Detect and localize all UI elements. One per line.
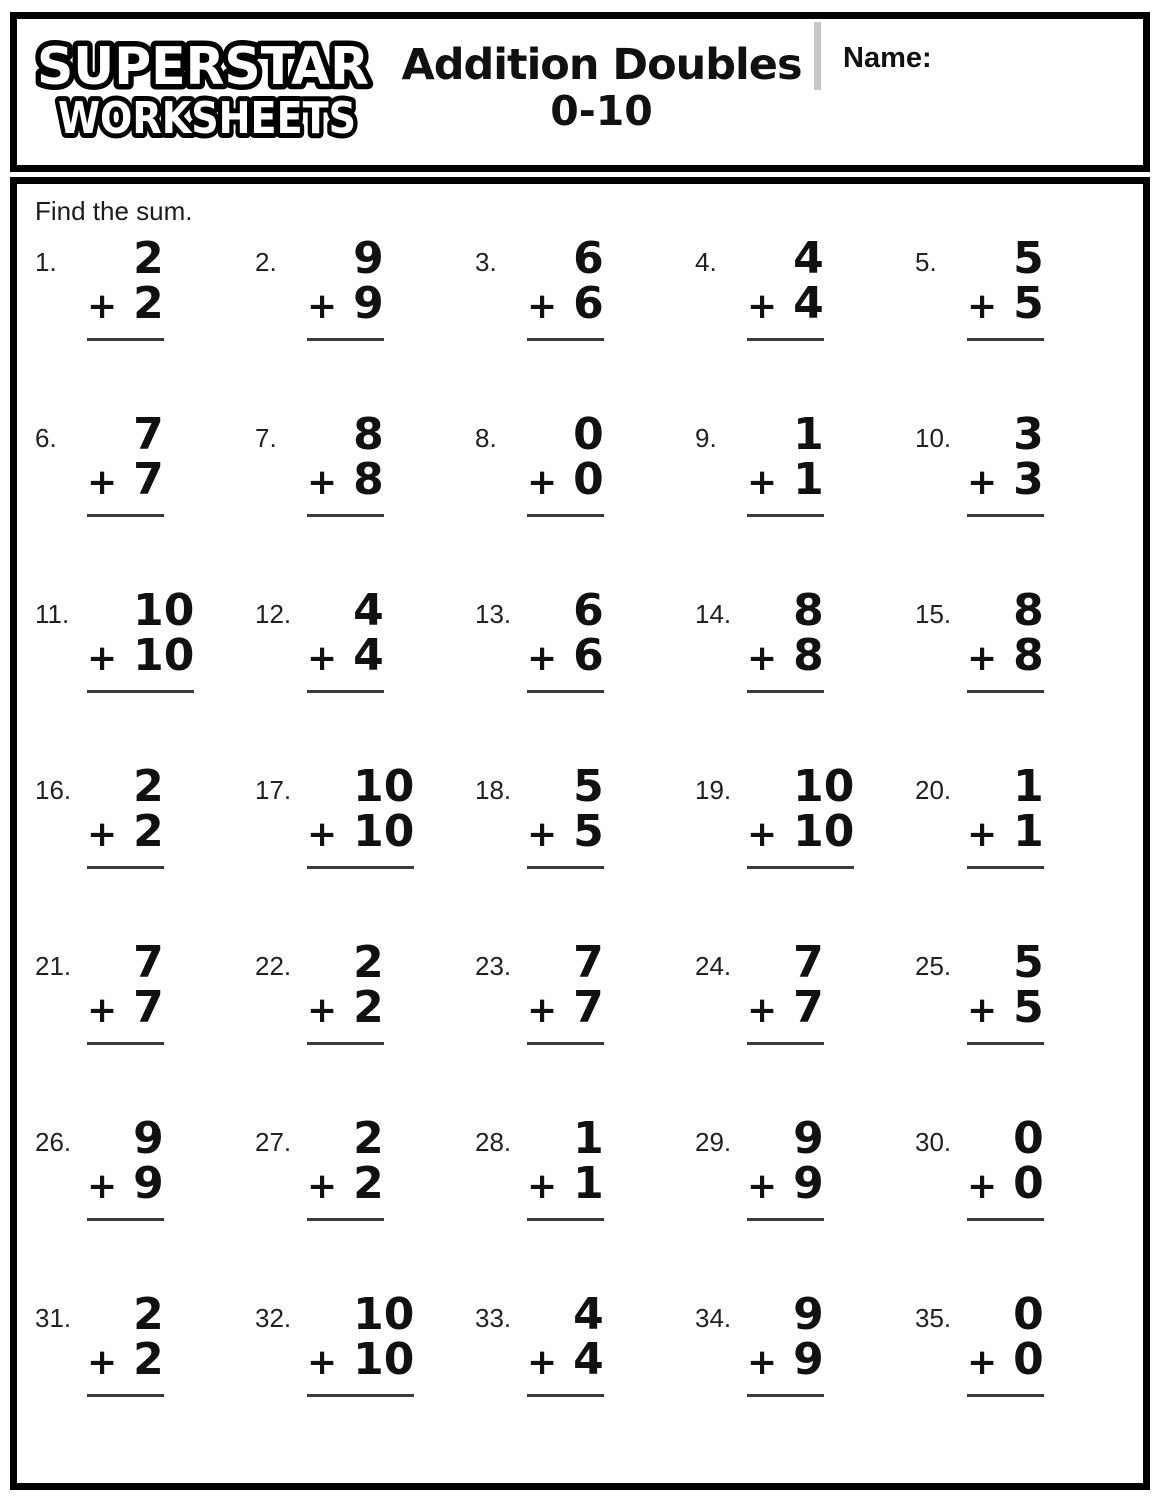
addition-row <box>527 630 604 681</box>
addition-row <box>307 454 384 505</box>
plus-icon: + <box>527 1166 558 1207</box>
problem-number: 24. <box>695 951 732 981</box>
answer-line <box>967 866 1044 869</box>
title-line-2: 0-10 <box>550 87 653 135</box>
top-operand: 2 <box>133 233 164 284</box>
bottom-operand: 2 <box>353 1158 384 1209</box>
problem-work <box>747 1289 824 1397</box>
addition-row <box>87 630 195 681</box>
top-operand: 10 <box>793 761 855 812</box>
problem-work <box>87 233 164 341</box>
problem <box>911 1288 1131 1464</box>
problem-number: 18. <box>475 775 512 805</box>
top-operand: 4 <box>573 1289 604 1340</box>
problem-number: 15. <box>915 599 952 629</box>
problem-work <box>527 233 604 341</box>
problem-work <box>967 585 1044 693</box>
superstar-worksheets-logo <box>17 19 389 165</box>
answer-line <box>747 338 824 341</box>
bottom-operand: 4 <box>353 630 384 681</box>
addition-row <box>967 806 1044 857</box>
problem-number: 27. <box>255 1127 292 1157</box>
addition-row <box>87 982 164 1033</box>
addition-row <box>527 1334 604 1385</box>
header-divider <box>814 22 821 90</box>
answer-line <box>967 514 1044 517</box>
bottom-operand: 5 <box>1013 982 1044 1033</box>
worksheet-header <box>10 12 1150 172</box>
problem-number: 26. <box>35 1127 72 1157</box>
plus-icon: + <box>967 1166 998 1207</box>
problem-work <box>527 1289 604 1397</box>
plus-icon: + <box>87 462 118 503</box>
answer-line <box>527 338 604 341</box>
problem-number: 7. <box>255 423 277 453</box>
top-operand: 2 <box>133 761 164 812</box>
top-operand: 7 <box>793 937 824 988</box>
problem-work <box>87 409 164 517</box>
bottom-operand: 5 <box>573 806 604 857</box>
plus-icon: + <box>527 462 558 503</box>
bottom-operand: 7 <box>793 982 824 1033</box>
problem <box>911 584 1131 760</box>
top-operand: 1 <box>793 409 824 460</box>
problem-number: 2. <box>255 247 277 277</box>
plus-icon: + <box>87 1166 118 1207</box>
answer-line <box>747 1042 824 1045</box>
problem-number: 4. <box>695 247 717 277</box>
addition-row <box>307 630 384 681</box>
bottom-operand: 2 <box>133 806 164 857</box>
problems-area <box>10 177 1150 1490</box>
bottom-operand: 1 <box>573 1158 604 1209</box>
problem-work <box>307 233 384 341</box>
bottom-operand: 9 <box>133 1158 164 1209</box>
problem <box>31 232 251 408</box>
problem-work <box>307 937 384 1045</box>
plus-icon: + <box>87 286 118 327</box>
worksheet-title <box>389 19 814 133</box>
bottom-operand: 7 <box>133 982 164 1033</box>
addition-row <box>307 982 384 1033</box>
problem <box>251 232 471 408</box>
answer-line <box>527 866 604 869</box>
problem-work <box>967 409 1044 517</box>
problem <box>31 1288 251 1464</box>
plus-icon: + <box>307 1166 338 1207</box>
plus-icon: + <box>87 990 118 1031</box>
logo-text-line2: WORKSHEETS <box>58 93 356 144</box>
bottom-operand: 8 <box>1013 630 1044 681</box>
answer-line <box>307 690 384 693</box>
problem-number: 6. <box>35 423 57 453</box>
problem <box>471 584 691 760</box>
bottom-operand: 5 <box>1013 278 1044 329</box>
top-operand: 9 <box>793 1113 824 1164</box>
addition-row <box>747 454 824 505</box>
answer-line <box>307 338 384 341</box>
logo-text-line1: SUPERSTAR <box>37 37 369 97</box>
top-operand: 3 <box>1013 409 1044 460</box>
answer-line <box>747 1394 824 1397</box>
plus-icon: + <box>307 286 338 327</box>
problem-work <box>527 937 604 1045</box>
answer-line <box>967 690 1044 693</box>
problem-number: 8. <box>475 423 497 453</box>
problem-number: 20. <box>915 775 952 805</box>
problem-work <box>967 233 1044 341</box>
answer-line <box>307 1218 384 1221</box>
problem <box>471 408 691 584</box>
top-operand: 2 <box>353 1113 384 1164</box>
problem-number: 34. <box>695 1303 732 1333</box>
addition-row <box>747 1334 824 1385</box>
problem-work <box>747 761 855 869</box>
answer-line <box>307 514 384 517</box>
top-operand: 6 <box>573 233 604 284</box>
top-operand: 4 <box>793 233 824 284</box>
problem <box>31 584 251 760</box>
top-operand: 0 <box>573 409 604 460</box>
problem-work <box>967 1289 1044 1397</box>
problem <box>251 760 471 936</box>
problem-work <box>747 1113 824 1221</box>
plus-icon: + <box>307 990 338 1031</box>
answer-line <box>307 1394 414 1397</box>
name-field <box>821 19 1143 75</box>
problem <box>691 408 911 584</box>
top-operand: 8 <box>793 585 824 636</box>
plus-icon: + <box>747 990 778 1031</box>
title-line-1: Addition Doubles <box>401 40 802 90</box>
answer-line <box>527 1042 604 1045</box>
plus-icon: + <box>747 462 778 503</box>
answer-line <box>747 866 854 869</box>
problem-number: 19. <box>695 775 732 805</box>
addition-row <box>967 1158 1044 1209</box>
problem <box>251 584 471 760</box>
bottom-operand: 7 <box>573 982 604 1033</box>
problem-work <box>527 761 604 869</box>
problem-number: 21. <box>35 951 72 981</box>
plus-icon: + <box>307 814 338 855</box>
addition-row <box>967 278 1044 329</box>
bottom-operand: 2 <box>133 1334 164 1385</box>
answer-line <box>747 1218 824 1221</box>
bottom-operand: 6 <box>573 278 604 329</box>
plus-icon: + <box>967 638 998 679</box>
problem-work <box>87 1113 164 1221</box>
answer-line <box>87 338 164 341</box>
top-operand: 2 <box>353 937 384 988</box>
plus-icon: + <box>87 638 118 679</box>
plus-icon: + <box>527 990 558 1031</box>
addition-row <box>747 982 824 1033</box>
bottom-operand: 10 <box>133 630 195 681</box>
addition-row <box>87 806 164 857</box>
problem-number: 30. <box>915 1127 952 1157</box>
problem <box>251 936 471 1112</box>
plus-icon: + <box>967 286 998 327</box>
problems-grid <box>31 232 1133 1464</box>
problem-work <box>747 937 824 1045</box>
plus-icon: + <box>747 638 778 679</box>
addition-row <box>747 1158 824 1209</box>
answer-line <box>967 1218 1044 1221</box>
top-operand: 5 <box>1013 233 1044 284</box>
answer-line <box>307 1042 384 1045</box>
problem-work <box>527 409 604 517</box>
bottom-operand: 1 <box>793 454 824 505</box>
problem <box>31 1112 251 1288</box>
problem-number: 12. <box>255 599 292 629</box>
addition-row <box>527 982 604 1033</box>
problem <box>471 936 691 1112</box>
answer-line <box>527 690 604 693</box>
top-operand: 7 <box>133 937 164 988</box>
top-operand: 9 <box>793 1289 824 1340</box>
top-operand: 1 <box>573 1113 604 1164</box>
bottom-operand: 9 <box>353 278 384 329</box>
plus-icon: + <box>967 462 998 503</box>
bottom-operand: 10 <box>353 806 415 857</box>
answer-line <box>87 514 164 517</box>
problem-number: 33. <box>475 1303 512 1333</box>
addition-row <box>967 982 1044 1033</box>
top-operand: 10 <box>133 585 195 636</box>
answer-line <box>527 1394 604 1397</box>
bottom-operand: 8 <box>353 454 384 505</box>
problem-work <box>307 409 384 517</box>
top-operand: 5 <box>1013 937 1044 988</box>
bottom-operand: 1 <box>1013 806 1044 857</box>
addition-row <box>747 278 824 329</box>
name-label: Name: <box>843 42 932 74</box>
problem-work <box>967 937 1044 1045</box>
problem <box>471 1112 691 1288</box>
answer-line <box>527 1218 604 1221</box>
problem-work <box>527 585 604 693</box>
addition-row <box>307 806 415 857</box>
problem <box>911 760 1131 936</box>
answer-line <box>307 866 414 869</box>
problem-number: 14. <box>695 599 732 629</box>
plus-icon: + <box>307 462 338 503</box>
instruction-text: Find the sum. <box>35 196 193 226</box>
plus-icon: + <box>527 638 558 679</box>
problem <box>691 232 911 408</box>
problem <box>691 760 911 936</box>
problem <box>471 1288 691 1464</box>
bottom-operand: 6 <box>573 630 604 681</box>
top-operand: 7 <box>573 937 604 988</box>
problem-number: 28. <box>475 1127 512 1157</box>
plus-icon: + <box>527 286 558 327</box>
top-operand: 1 <box>1013 761 1044 812</box>
bottom-operand: 0 <box>1013 1158 1044 1209</box>
problem-number: 16. <box>35 775 72 805</box>
addition-row <box>527 1158 604 1209</box>
problem-work <box>307 1113 384 1221</box>
top-operand: 8 <box>1013 585 1044 636</box>
problem <box>251 1288 471 1464</box>
problem <box>31 408 251 584</box>
problem-number: 23. <box>475 951 512 981</box>
addition-row <box>967 630 1044 681</box>
problem <box>691 1288 911 1464</box>
problem-number: 13. <box>475 599 512 629</box>
problem-work <box>307 761 415 869</box>
answer-line <box>747 514 824 517</box>
answer-line <box>527 514 604 517</box>
bottom-operand: 0 <box>573 454 604 505</box>
answer-line <box>967 1042 1044 1045</box>
problem-number: 29. <box>695 1127 732 1157</box>
problem-work <box>87 585 195 693</box>
bottom-operand: 8 <box>793 630 824 681</box>
plus-icon: + <box>307 638 338 679</box>
answer-line <box>87 1394 164 1397</box>
problem-work <box>87 937 164 1045</box>
addition-row <box>307 278 384 329</box>
problem-number: 25. <box>915 951 952 981</box>
answer-line <box>87 1218 164 1221</box>
addition-row <box>307 1334 415 1385</box>
answer-line <box>967 1394 1044 1397</box>
problem-number: 9. <box>695 423 717 453</box>
addition-row <box>967 1334 1044 1385</box>
bottom-operand: 0 <box>1013 1334 1044 1385</box>
problem <box>31 936 251 1112</box>
addition-row <box>527 454 604 505</box>
bottom-operand: 2 <box>353 982 384 1033</box>
bottom-operand: 3 <box>1013 454 1044 505</box>
answer-line <box>747 690 824 693</box>
addition-row <box>747 630 824 681</box>
problem-number: 17. <box>255 775 292 805</box>
problem-work <box>87 761 164 869</box>
bottom-operand: 9 <box>793 1158 824 1209</box>
addition-row <box>87 454 164 505</box>
bottom-operand: 9 <box>793 1334 824 1385</box>
problem <box>31 760 251 936</box>
top-operand: 9 <box>353 233 384 284</box>
plus-icon: + <box>967 1342 998 1383</box>
addition-row <box>527 806 604 857</box>
problem-number: 32. <box>255 1303 292 1333</box>
problem-number: 3. <box>475 247 497 277</box>
problem <box>911 408 1131 584</box>
addition-row <box>87 1334 164 1385</box>
problem <box>251 408 471 584</box>
problem-number: 10. <box>915 423 952 453</box>
bottom-operand: 4 <box>573 1334 604 1385</box>
bottom-operand: 10 <box>353 1334 415 1385</box>
addition-row <box>87 278 164 329</box>
plus-icon: + <box>87 814 118 855</box>
problem-work <box>307 585 384 693</box>
addition-row <box>307 1158 384 1209</box>
problem-work <box>747 585 824 693</box>
plus-icon: + <box>527 1342 558 1383</box>
top-operand: 0 <box>1013 1113 1044 1164</box>
top-operand: 7 <box>133 409 164 460</box>
problem-number: 11. <box>35 599 70 629</box>
plus-icon: + <box>967 814 998 855</box>
problem <box>251 1112 471 1288</box>
problem-work <box>967 1113 1044 1221</box>
problem-work <box>747 233 824 341</box>
problem-work <box>87 1289 164 1397</box>
problem <box>911 232 1131 408</box>
plus-icon: + <box>307 1342 338 1383</box>
addition-row <box>967 454 1044 505</box>
problem <box>471 232 691 408</box>
bottom-operand: 10 <box>793 806 855 857</box>
problem <box>691 584 911 760</box>
top-operand: 6 <box>573 585 604 636</box>
problem-work <box>307 1289 415 1397</box>
addition-row <box>87 1158 164 1209</box>
problem-number: 31. <box>35 1303 72 1333</box>
top-operand: 5 <box>573 761 604 812</box>
problem <box>911 1112 1131 1288</box>
top-operand: 0 <box>1013 1289 1044 1340</box>
answer-line <box>87 690 194 693</box>
answer-line <box>87 866 164 869</box>
logo-graphic <box>27 34 379 150</box>
problem-number: 1. <box>35 247 57 277</box>
answer-line <box>87 1042 164 1045</box>
top-operand: 9 <box>133 1113 164 1164</box>
problem-work <box>747 409 824 517</box>
plus-icon: + <box>527 814 558 855</box>
top-operand: 10 <box>353 761 415 812</box>
bottom-operand: 4 <box>793 278 824 329</box>
problem-number: 22. <box>255 951 292 981</box>
problem <box>691 1112 911 1288</box>
top-operand: 2 <box>133 1289 164 1340</box>
bottom-operand: 2 <box>133 278 164 329</box>
problem-work <box>527 1113 604 1221</box>
top-operand: 10 <box>353 1289 415 1340</box>
plus-icon: + <box>747 1342 778 1383</box>
addition-row <box>527 278 604 329</box>
plus-icon: + <box>967 990 998 1031</box>
problem-work <box>967 761 1044 869</box>
top-operand: 8 <box>353 409 384 460</box>
plus-icon: + <box>87 1342 118 1383</box>
problem <box>471 760 691 936</box>
answer-line <box>967 338 1044 341</box>
problem-number: 5. <box>915 247 937 277</box>
plus-icon: + <box>747 1166 778 1207</box>
top-operand: 4 <box>353 585 384 636</box>
problem <box>691 936 911 1112</box>
problem <box>911 936 1131 1112</box>
problem-number: 35. <box>915 1303 952 1333</box>
plus-icon: + <box>747 814 778 855</box>
addition-row <box>747 806 855 857</box>
plus-icon: + <box>747 286 778 327</box>
bottom-operand: 7 <box>133 454 164 505</box>
